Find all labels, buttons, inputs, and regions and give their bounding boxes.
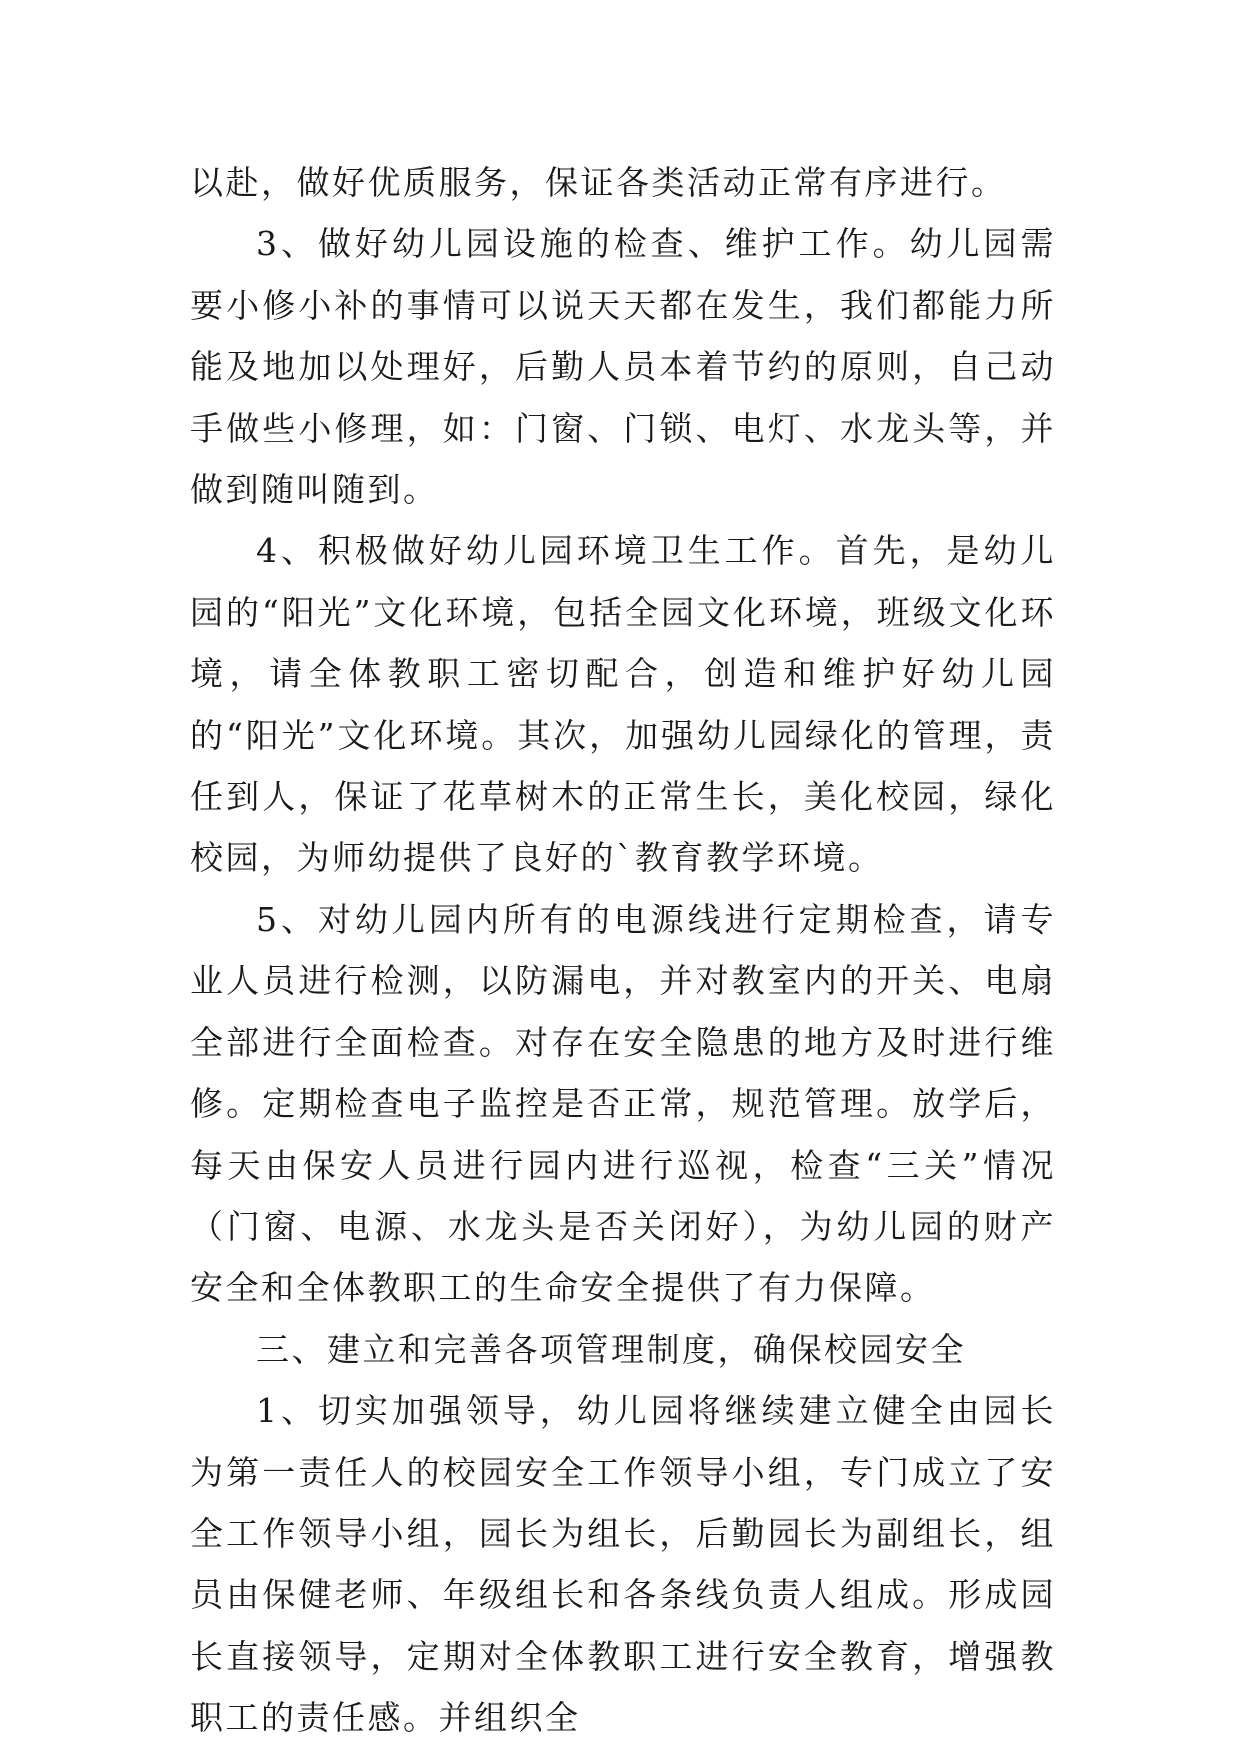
section-heading-management-systems: 三、建立和完善各项管理制度，确保校园安全	[256, 1329, 966, 1369]
paragraph-item-3-facility-maintenance: 3、做好幼儿园设施的检查、维护工作。幼儿园需要小修小补的事情可以说天天都在发生，我们都能力所能及地加以处理好，后勤人员本着节约的原则，自己动手做些小修理，如：门窗、门锁、电灯、水龙头等，并做到随叫随到。	[190, 224, 1056, 510]
document-body	[190, 152, 1056, 1749]
paragraph-item-1-leadership: 1、切实加强领导，幼儿园将继续建立健全由园长为第一责任人的校园安全工作领导小组，专门成立了安全工作领导小组，园长为组长，后勤园长为副组长，组员由保健老师、年级组长和各条线负责人组成。形成园长直接领导，定期对全体教职工进行安全教育，增强教职工的责任感。并组织全	[190, 1391, 1056, 1738]
paragraph-item-4-environment-hygiene: 4、积极做好幼儿园环境卫生工作。首先，是幼儿园的“阳光”文化环境，包括全园文化环境，班级文化环境，请全体教职工密切配合，创造和维护好幼儿园的“阳光”文化环境。其次，加强幼儿园绿化的管理，责任到人，保证了花草树木的正常生长，美化校园，绿化校园，为师幼提供了良好的`教育教学环境。	[190, 531, 1056, 878]
paragraph-continuation: 以赴，做好优质服务，保证各类活动正常有序进行。	[190, 163, 1007, 202]
paragraph-item-5-power-inspection: 5、对幼儿园内所有的电源线进行定期检查，请专业人员进行检测，以防漏电，并对教室内的开关、电扇全部进行全面检查。对存在安全隐患的地方及时进行维修。定期检查电子监控是否正常，规范管理。放学后，每天由保安人员进行园内进行巡视，检查“三关”情况（门窗、电源、水龙头是否关闭好），为幼儿园的财产安全和全体教职工的生命安全提供了有力保障。	[190, 899, 1056, 1308]
